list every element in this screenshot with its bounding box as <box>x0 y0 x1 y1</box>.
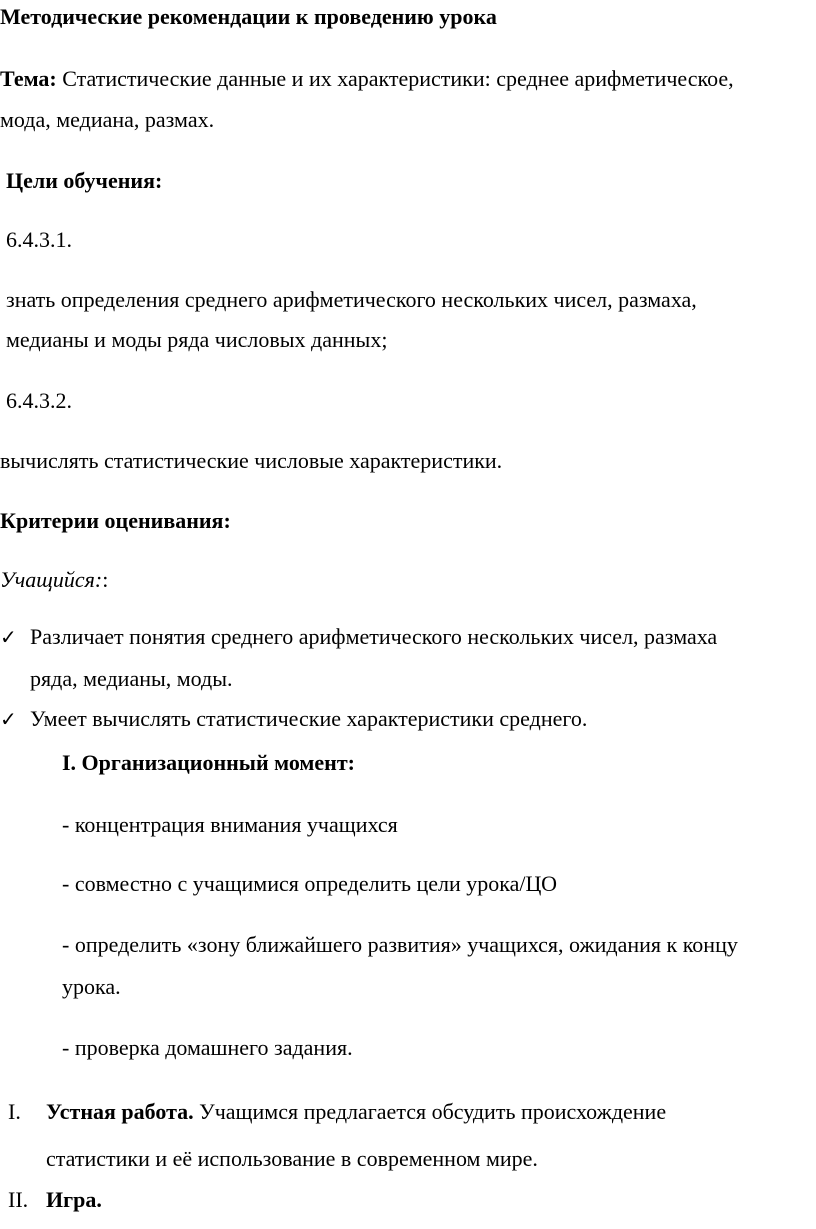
org-item-3-line-2: урока. <box>62 974 121 999</box>
goal-code-1: 6.4.3.1. <box>6 227 72 252</box>
criterion-2: Умеет вычислять статистические характеристики среднего. <box>30 706 588 731</box>
checkmark-icon: ✓ <box>0 707 17 731</box>
topic-text-line-1: Статистические данные и их характеристики: среднее арифметическое, <box>56 66 734 91</box>
stage-1-text-line-2: статистики и её использование в современном мире. <box>46 1146 538 1171</box>
student-suffix: : <box>102 567 109 592</box>
stage-1-text-line-1: Учащимся предлагается обсудить происхождение <box>193 1099 667 1124</box>
stage-1-label: Устная работа. <box>46 1099 194 1124</box>
topic-text-line-2: мода, медиана, размах. <box>0 107 215 132</box>
stage-1-numeral: I. <box>8 1099 21 1124</box>
student-label: Учащийся: <box>0 567 103 592</box>
checkmark-icon: ✓ <box>0 625 17 649</box>
stage-1-line-1 <box>46 1099 666 1125</box>
stage-2-label: Игра. <box>46 1187 102 1212</box>
criterion-1-line-1: Различает понятия среднего арифметического нескольких чисел, размаха <box>30 624 718 649</box>
goal-code-2: 6.4.3.2. <box>6 388 72 413</box>
org-item-4: - проверка домашнего задания. <box>62 1035 353 1060</box>
document-title: Методические рекомендации к проведению урока <box>0 4 497 29</box>
goals-heading: Цели обучения: <box>6 168 163 193</box>
org-item-2: - совместно с учащимися определить цели урока/ЦО <box>62 871 557 896</box>
stage-2-numeral: II. <box>8 1187 29 1212</box>
criterion-1-line-2: ряда, медианы, моды. <box>30 666 233 691</box>
org-item-1: - концентрация внимания учащихся <box>62 812 398 837</box>
org-moment-heading: I. Организационный момент: <box>62 750 355 775</box>
goal-1-line-1: знать определения среднего арифметического нескольких чисел, размаха, <box>6 287 697 312</box>
criteria-heading: Критерии оценивания: <box>0 508 231 533</box>
goal-1-line-2: медианы и моды ряда числовых данных; <box>6 327 388 352</box>
student-line <box>0 567 108 593</box>
topic-label: Тема: <box>0 66 57 91</box>
goal-2: вычислять статистические числовые характеристики. <box>0 448 503 473</box>
org-item-3-line-1: - определить «зону ближайшего развития» учащихся, ожидания к концу <box>62 932 738 957</box>
topic-line-1 <box>0 66 734 92</box>
